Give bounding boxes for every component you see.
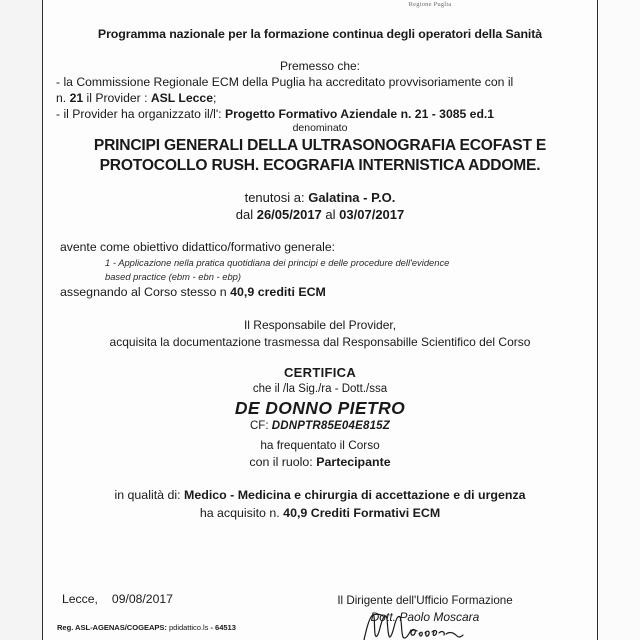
premise-line2-mid: il Provider : [86, 91, 148, 105]
premise-line2-prefix: n. [56, 91, 67, 105]
provider-name: ASL Lecce [150, 91, 213, 105]
date-from: 26/05/2017 [256, 207, 322, 222]
fiscal-code-line [42, 420, 598, 432]
page-margin-right [598, 0, 640, 640]
role-value: Partecipante [316, 455, 391, 469]
certifica-heading: CERTIFICA [283, 365, 357, 380]
assigned-credits-line [60, 285, 600, 299]
qualification-line [42, 488, 598, 502]
issue-place-date [62, 592, 173, 606]
registration-line [57, 623, 236, 632]
date-mid: al [325, 207, 336, 222]
certifica-subject-line: che il /la Sig./ra - Dott./ssa [252, 383, 388, 395]
premise-intro: Premesso che: [279, 59, 361, 73]
denominato-label: denominato [292, 122, 348, 134]
held-place: Galatina - P.O. [308, 190, 396, 205]
objective-text-line2: based practice (ebm - ebn - ebp) [105, 271, 242, 282]
issue-date: 09/08/2017 [111, 592, 173, 606]
signer-name: Dott. Paolo Moscara [370, 610, 480, 624]
fiscal-code-label: CF: [250, 420, 269, 432]
role-label: con il ruolo: [249, 455, 313, 469]
course-title [42, 136, 598, 176]
premise-line1-text: - la Commissione Regionale ECM della Puglia ha accreditato provvisoriamente con il [56, 75, 514, 89]
registration-number: - 64513 [210, 623, 236, 632]
qualification-profession: Medico - Medicina e chirurgia di accettazione e di urgenza [184, 488, 526, 502]
course-title-line2: PROTOCOLLO RUSH. ECOGRAFIA INTERNISTICA ADDOME. [99, 157, 541, 174]
objective-label: avente come obiettivo didattico/formativo generale: [60, 240, 336, 254]
recipient-name: DE DONNO PIETRO [234, 398, 406, 418]
premise-line-progetto [56, 106, 596, 123]
acquired-credits-line [42, 506, 598, 520]
registration-prefix: Reg. ASL-AGENAS/COGEAPS: [57, 623, 167, 632]
page-margin-left [0, 0, 42, 640]
assigned-credits-value: 40,9 [230, 285, 255, 299]
premise-line2-suffix: ; [212, 91, 217, 105]
regione-puglia-label: Regione Puglia [408, 1, 452, 8]
objective-text [105, 256, 565, 284]
fiscal-code-value: DDNPTR85E04E815Z [271, 420, 390, 432]
provider-statement-line1: Il Responsabile del Provider, [243, 318, 397, 332]
regione-logo-icon [132, 0, 272, 12]
course-title-line1: PRINCIPI GENERALI DELLA ULTRASONOGRAFIA ECOFAST E [93, 137, 547, 154]
objective-text-line1: 1 - Applicazione nella pratica quotidiana dei principi e delle procedure dell'evidence [105, 257, 450, 268]
course-date-range [42, 207, 598, 222]
signer-role: Il Dirigente dell'Ufficio Formazione [337, 594, 513, 607]
accreditation-number: 21 [69, 91, 84, 105]
registration-id: pdidattico.ls [168, 623, 209, 632]
premise-line-commissione [56, 74, 596, 91]
assigned-credits-suffix: crediti ECM [257, 285, 326, 299]
date-prefix: dal [235, 207, 254, 222]
page-title: Programma nazionale per la formazione continua degli operatori della Sanità [97, 27, 543, 41]
role-line [42, 455, 598, 469]
acquired-credits-suffix: Crediti Formativi ECM [310, 506, 441, 520]
held-label: tenutosi a: [244, 190, 305, 205]
project-code: Progetto Formativo Aziendale n. 21 - 3085 ed.1 [224, 107, 495, 121]
premise-line-provider [56, 90, 596, 107]
attended-line: ha frequentato il Corso [260, 438, 380, 452]
acquired-credits-value: 40,9 [283, 506, 308, 520]
assigned-credits-prefix: assegnando al Corso stesso n [60, 285, 227, 299]
provider-statement-line2: acquisita la documentazione trasmessa dal Responsabille Scientifico del Corso [109, 335, 531, 349]
course-location-line [42, 190, 598, 205]
issue-city: Lecce, [62, 592, 98, 606]
qualification-prefix: in qualità di: [114, 488, 181, 502]
acquired-credits-prefix: ha acquisito n. [199, 506, 280, 520]
date-to: 03/07/2017 [339, 207, 405, 222]
premise-line3-prefix: - il Provider ha organizzato il/l': [56, 107, 222, 121]
